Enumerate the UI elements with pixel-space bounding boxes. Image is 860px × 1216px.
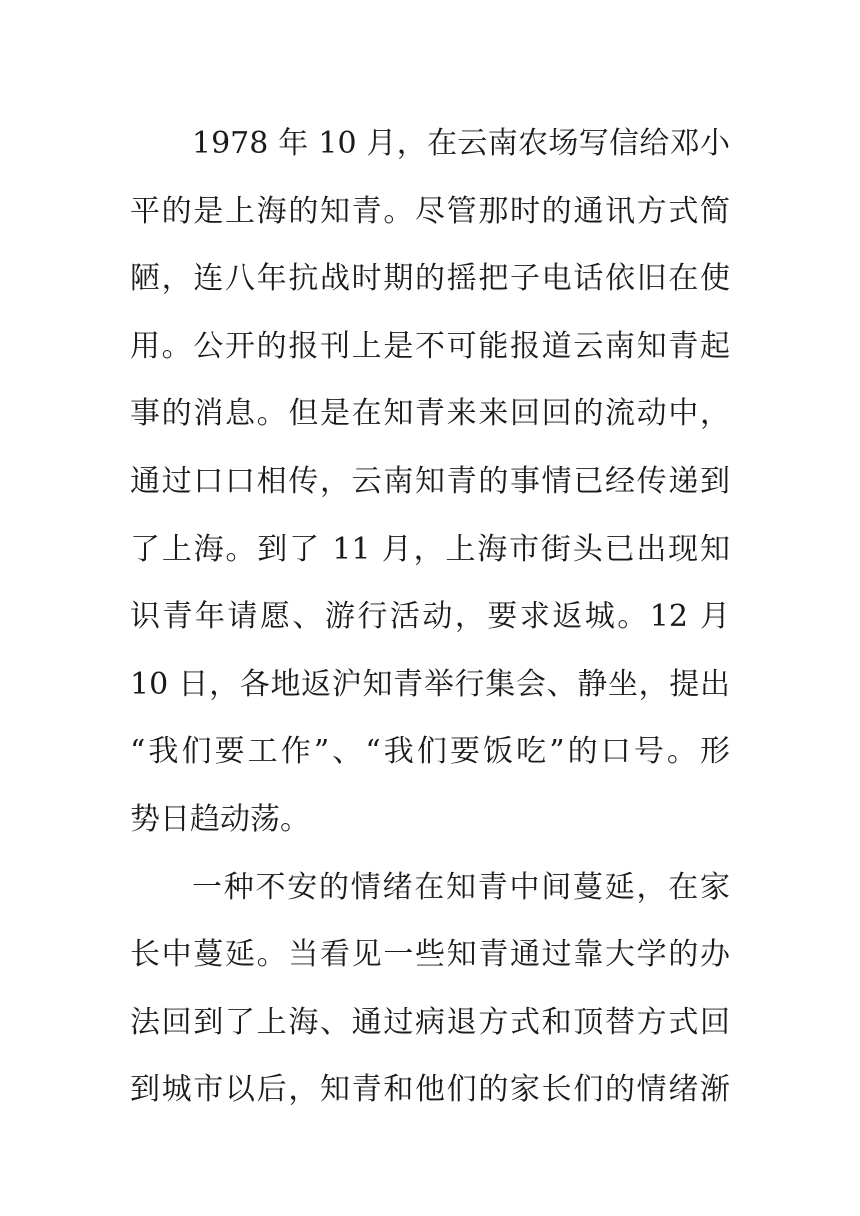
text-line: 一种不安的情绪在知青中间蔓延，在家 bbox=[192, 869, 730, 905]
text-line: 法回到了上海、通过病退方式和顶替方式回 bbox=[130, 1004, 730, 1040]
text-line: 到城市以后，知青和他们的家长们的情绪渐 bbox=[130, 1072, 730, 1108]
text-line: 用。公开的报刊上是不可能报道云南知青起 bbox=[130, 328, 730, 364]
paragraph-1 bbox=[130, 110, 730, 854]
text-line: 识青年请愿、游行活动，要求返城。12 月 bbox=[130, 599, 730, 635]
text-line: 事的消息。但是在知青来来回回的流动中， bbox=[130, 396, 730, 432]
body-text bbox=[130, 110, 730, 1124]
text-line: 10 日，各地返沪知青举行集会、静坐，提出 bbox=[130, 666, 730, 702]
text-line: “我们要工作”、“我们要饭吃”的口号。形 bbox=[130, 734, 730, 770]
text-line: 长中蔓延。当看见一些知青通过靠大学的办 bbox=[130, 937, 730, 973]
text-line: 陋，连八年抗战时期的摇把子电话依旧在使 bbox=[130, 261, 730, 297]
text-line: 1978 年 10 月，在云南农场写信给邓小 bbox=[192, 126, 730, 161]
text-line: 通过口口相传，云南知青的事情已经传递到 bbox=[130, 463, 730, 499]
text-line: 势日趋动荡。 bbox=[130, 801, 310, 837]
text-line: 了上海。到了 11 月，上海市街头已出现知 bbox=[130, 531, 730, 567]
paragraph-2 bbox=[130, 854, 730, 1124]
text-line: 平的是上海的知青。尽管那时的通讯方式简 bbox=[130, 193, 730, 229]
